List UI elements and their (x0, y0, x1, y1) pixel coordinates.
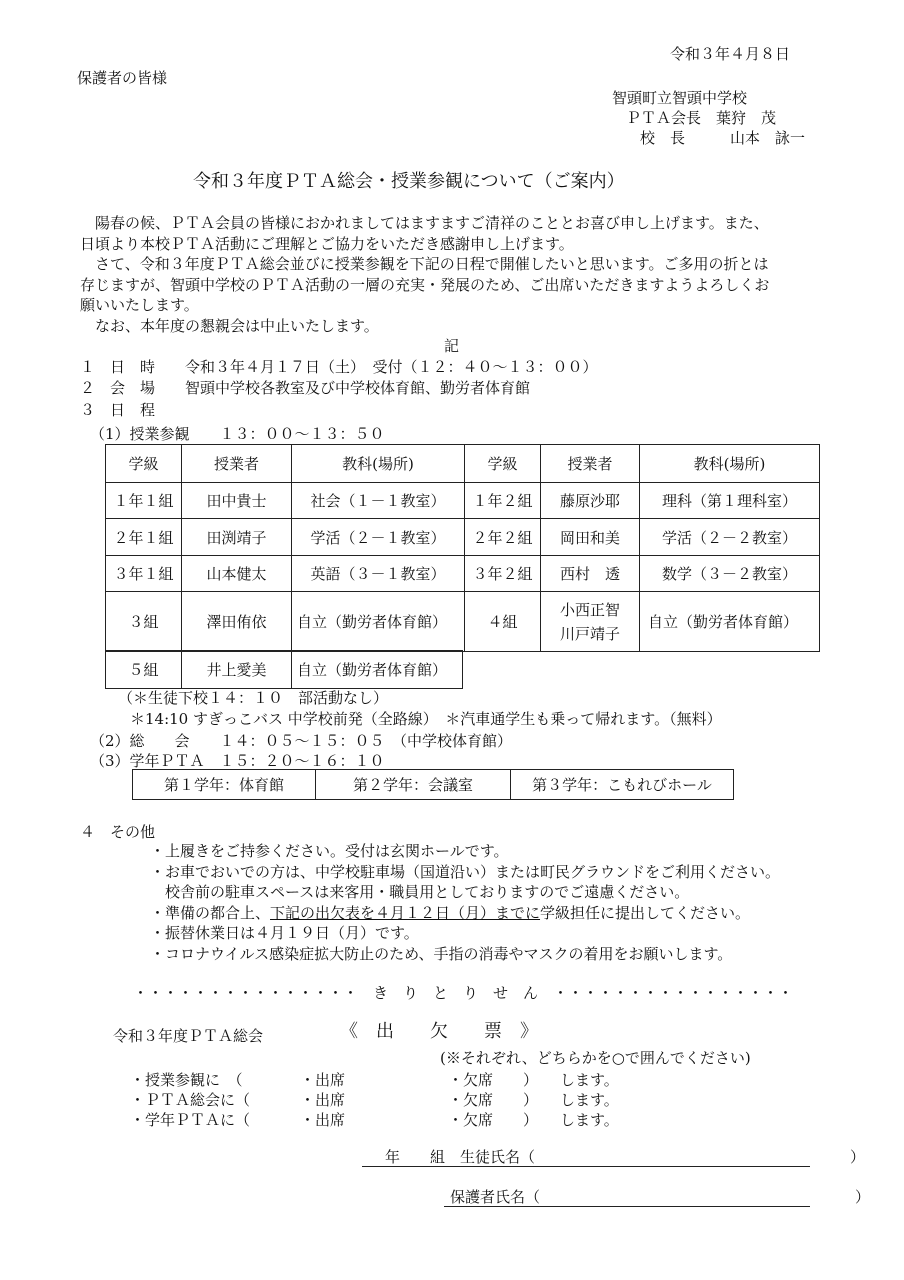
table-cell: 田中貴士 (182, 483, 292, 519)
absent-option[interactable]: ・欠席 ） (448, 1111, 539, 1129)
absent-option[interactable]: ・欠席 ） (448, 1091, 539, 1109)
table-header: 教科(場所) (292, 445, 465, 483)
cut-line: ・・・・・・・・・・・・・・・ き り と り せ ん ・・・・・・・・・・・・・・・・ (133, 984, 794, 1002)
slip-row-tail: します。 (560, 1071, 619, 1089)
table-cell: 岡田和美 (541, 519, 640, 556)
list-item (150, 903, 780, 924)
bus-note: ＊14:10 すぎっこバス 中学校前発（全路線） ＊汽車通学生も乗って帰れます。（無料） (130, 710, 722, 728)
slip-row-label: ・授業参観に （ (130, 1071, 243, 1089)
class-observation-heading: （1）授業参観 １３：００～１３：５０ (90, 425, 385, 443)
table-cell: 藤原沙耶 (541, 483, 640, 519)
addressee: 保護者の皆様 (77, 69, 168, 87)
list-item: ・振替休業日は４月１９日（月）です。 (150, 924, 419, 942)
table-cell: ３年２組 (465, 556, 541, 592)
table-cell: 自立（勤労者体育館） (292, 592, 465, 652)
list-item: ・上履きをご持参ください。受付は玄関ホールです。 (150, 842, 509, 860)
slip-row-label: ・学年ＰＴＡに（ (130, 1111, 251, 1129)
other-heading: ４ その他 (80, 823, 156, 841)
table-row (106, 556, 820, 592)
table-cell: 山本健太 (182, 556, 292, 592)
attend-option[interactable]: ・出席 (300, 1111, 346, 1129)
student-name-underline (362, 1166, 810, 1167)
prep-underlined: 下記の出欠表を４月１２日（月）までに (270, 903, 541, 922)
grade-pta-line: （3）学年ＰＴＡ １５：２０～１６：１０ (90, 752, 385, 770)
schedule-heading: ３ 日 程 (80, 401, 156, 419)
table-cell: 井上愛美 (182, 651, 292, 689)
sender-principal: 校 長 山本 詠一 (640, 129, 806, 147)
table-cell: １年１組 (106, 483, 182, 519)
attend-option[interactable]: ・出席 (300, 1091, 346, 1109)
student-name-field[interactable]: 年 組 生徒氏名（ ） (385, 1148, 866, 1166)
class-table-extra-row (105, 650, 463, 689)
page-title: 令和３年度ＰＴＡ総会・授業参観について（ご案内） (193, 171, 625, 192)
absent-option[interactable]: ・欠席 ） (448, 1071, 539, 1089)
event-date: １ 日 時 令和３年４月１７日（土） 受付（１２：４０～１３：００） (80, 358, 598, 376)
body-line: 存じますが、智頭中学校のＰＴＡ活動の一層の充実・発展のため、ご出席いただきますようよろしくお (80, 275, 770, 294)
event-venue: ２ 会 場 智頭中学校各教室及び中学校体育館、勤労者体育館 (80, 379, 531, 397)
list-item: 校舎前の駐車スペースは来客用・職員用としておりますのでご遠慮ください。 (150, 883, 690, 901)
ki-mark: 記 (444, 337, 460, 355)
list-item: ・お車でおいでの方は、中学校駐車場（国道沿い）または町民グラウンドをご利用ください。 (150, 862, 781, 881)
table-header: 授業者 (541, 445, 640, 483)
body-text (80, 213, 860, 336)
table-cell: ２年２組 (465, 519, 541, 556)
document-date: 令和３年４月８日 (670, 45, 791, 63)
table-cell: 学活（２－２教室） (640, 519, 820, 556)
table-cell: 英語（３－１教室） (292, 556, 465, 592)
body-line: 日頃より本校ＰＴＡ活動にご理解とご協力をいただき感謝申し上げます。 (80, 234, 574, 253)
attend-option[interactable]: ・出席 (300, 1071, 346, 1089)
table-header: 学級 (106, 445, 182, 483)
sender-school: 智頭町立智頭中学校 (612, 89, 748, 107)
table-row (106, 483, 820, 519)
grade-pta-table (132, 769, 734, 800)
grade-pta-cell: 第３学年：こもれびホール (511, 770, 734, 800)
slip-row-label: ・ＰＴＡ総会に（ (130, 1091, 251, 1109)
other-list (150, 841, 780, 964)
teacher-name: 小西正智 (559, 600, 620, 619)
slip-row-tail: します。 (560, 1091, 619, 1109)
table-header: 授業者 (182, 445, 292, 483)
table-cell: ３年１組 (106, 556, 182, 592)
table-cell: ４組 (465, 592, 541, 652)
prep-post: 学級担任に提出してください。 (540, 903, 751, 922)
dismissal-note: （＊生徒下校１４：１０ 部活動なし） (118, 689, 389, 707)
table-cell: 数学（３－２教室） (640, 556, 820, 592)
table-cell: １年２組 (465, 483, 541, 519)
slip-row-tail: します。 (560, 1111, 619, 1129)
table-row (106, 592, 820, 652)
table-cell: ５組 (106, 651, 182, 689)
body-line: 願いいたします。 (80, 296, 199, 314)
slip-instruction: (※それぞれ、どちらかを○で囲んでください) (440, 1049, 751, 1067)
sender-pta: ＰＴＡ会長 葉狩 茂 (626, 109, 777, 127)
slip-title: 《 出 欠 票 》 (340, 1021, 538, 1042)
table-row (106, 651, 463, 689)
table-cell (541, 592, 640, 652)
table-header: 教科(場所) (640, 445, 820, 483)
table-cell: 田渕靖子 (182, 519, 292, 556)
table-cell: ３組 (106, 592, 182, 652)
general-meeting-line: （2）総 会 １４：０５～１５：０５ （中学校体育館） (90, 732, 513, 750)
grade-pta-cell: 第１学年：体育館 (133, 770, 316, 800)
grade-pta-cell: 第２学年：会議室 (316, 770, 511, 800)
table-cell: ２年１組 (106, 519, 182, 556)
parent-name-underline (444, 1206, 810, 1207)
table-cell: 学活（２－１教室） (292, 519, 465, 556)
body-line: さて、令和３年度ＰＴＡ総会並びに授業参観を下記の日程で開催したいと思います。ご多用の折とは (80, 255, 769, 273)
body-line: なお、本年度の懇親会は中止いたします。 (80, 316, 379, 335)
parent-name-field[interactable]: 保護者氏名（ ） (450, 1188, 871, 1206)
slip-left-title: 令和３年度ＰＴＡ総会 (113, 1027, 264, 1045)
table-cell: 西村 透 (541, 556, 640, 592)
class-table (105, 444, 820, 652)
list-item: ・コロナウイルス感染症拡大防止のため、手指の消毒やマスクの着用をお願いします。 (150, 944, 733, 963)
table-cell: 自立（勤労者体育館） (640, 592, 820, 652)
prep-pre: ・準備の都合上、 (150, 903, 271, 922)
table-header: 学級 (465, 445, 541, 483)
table-cell: 理科（第１理科室） (640, 483, 820, 519)
table-cell: 自立（勤労者体育館） (292, 651, 463, 689)
table-cell: 社会（１－１教室） (292, 483, 465, 519)
teacher-name: 川戸靖子 (559, 624, 620, 643)
table-cell: 澤田侑依 (182, 592, 292, 652)
body-line: 陽春の候、ＰＴＡ会員の皆様におかれましてはますますご清祥のこととお喜び申し上げます。また、 (80, 214, 769, 232)
table-row (106, 519, 820, 556)
